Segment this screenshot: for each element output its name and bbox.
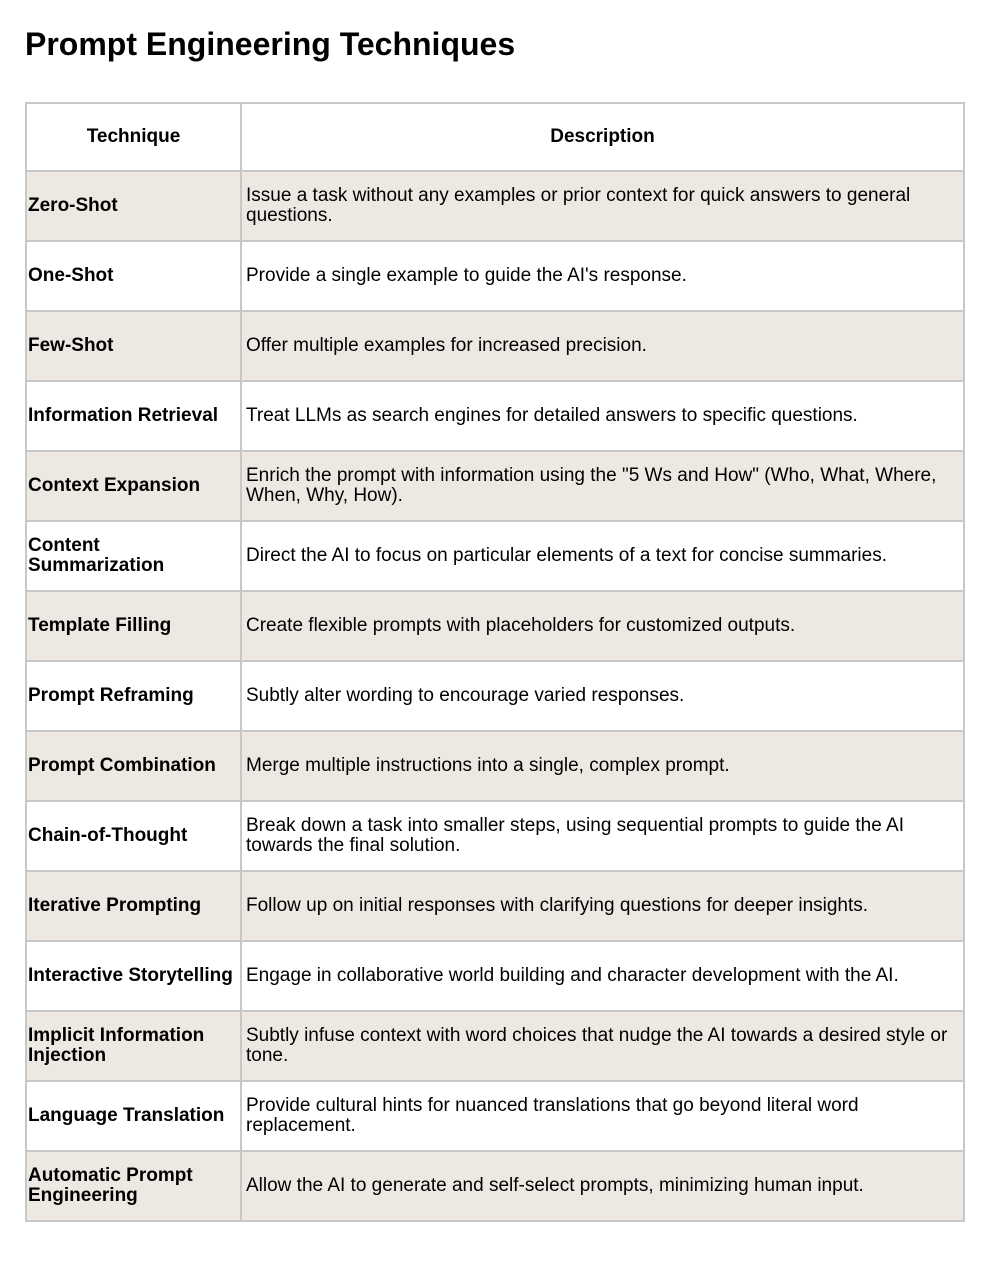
technique-cell: One-Shot	[26, 241, 241, 311]
techniques-table	[25, 102, 965, 1222]
technique-cell: Zero-Shot	[26, 171, 241, 241]
technique-cell: Iterative Prompting	[26, 871, 241, 941]
column-header-technique: Technique	[26, 103, 241, 171]
table-row	[26, 241, 964, 311]
table-row	[26, 801, 964, 871]
description-cell: Create flexible prompts with placeholders for customized outputs.	[241, 591, 964, 661]
table-row	[26, 1011, 964, 1081]
description-cell: Subtly infuse context with word choices that nudge the AI towards a desired style or tone.	[241, 1011, 964, 1081]
column-header-description: Description	[241, 103, 964, 171]
description-cell: Provide a single example to guide the AI's response.	[241, 241, 964, 311]
description-cell: Treat LLMs as search engines for detailed answers to specific questions.	[241, 381, 964, 451]
technique-cell: Context Expansion	[26, 451, 241, 521]
description-cell: Allow the AI to generate and self-select prompts, minimizing human input.	[241, 1151, 964, 1221]
description-cell: Subtly alter wording to encourage varied responses.	[241, 661, 964, 731]
table-row	[26, 171, 964, 241]
table-row	[26, 731, 964, 801]
description-cell: Offer multiple examples for increased precision.	[241, 311, 964, 381]
table-row	[26, 871, 964, 941]
table-row	[26, 1151, 964, 1221]
table-row	[26, 451, 964, 521]
description-cell: Merge multiple instructions into a single, complex prompt.	[241, 731, 964, 801]
description-cell: Direct the AI to focus on particular elements of a text for concise summaries.	[241, 521, 964, 591]
technique-cell: Chain-of-Thought	[26, 801, 241, 871]
technique-cell: Interactive Storytelling	[26, 941, 241, 1011]
table-row	[26, 591, 964, 661]
technique-cell: Language Translation	[26, 1081, 241, 1151]
table-row	[26, 381, 964, 451]
table-row	[26, 1081, 964, 1151]
page-title: Prompt Engineering Techniques	[25, 26, 516, 62]
technique-cell: Few-Shot	[26, 311, 241, 381]
description-cell: Provide cultural hints for nuanced translations that go beyond literal word replacement.	[241, 1081, 964, 1151]
technique-cell: Template Filling	[26, 591, 241, 661]
technique-cell: Information Retrieval	[26, 381, 241, 451]
description-cell: Engage in collaborative world building and character development with the AI.	[241, 941, 964, 1011]
table-row	[26, 311, 964, 381]
technique-cell: Content Summarization	[26, 521, 241, 591]
technique-cell: Prompt Reframing	[26, 661, 241, 731]
table-row	[26, 941, 964, 1011]
table-row	[26, 521, 964, 591]
technique-cell: Automatic Prompt Engineering	[26, 1151, 241, 1221]
technique-cell: Prompt Combination	[26, 731, 241, 801]
table-header-row	[26, 103, 964, 171]
table-row	[26, 661, 964, 731]
description-cell: Follow up on initial responses with clarifying questions for deeper insights.	[241, 871, 964, 941]
description-cell: Enrich the prompt with information using the "5 Ws and How" (Who, What, Where, When, Why, How).	[241, 451, 964, 521]
description-cell: Issue a task without any examples or prior context for quick answers to general questions.	[241, 171, 964, 241]
description-cell: Break down a task into smaller steps, using sequential prompts to guide the AI towards the final solution.	[241, 801, 964, 871]
technique-cell: Implicit Information Injection	[26, 1011, 241, 1081]
